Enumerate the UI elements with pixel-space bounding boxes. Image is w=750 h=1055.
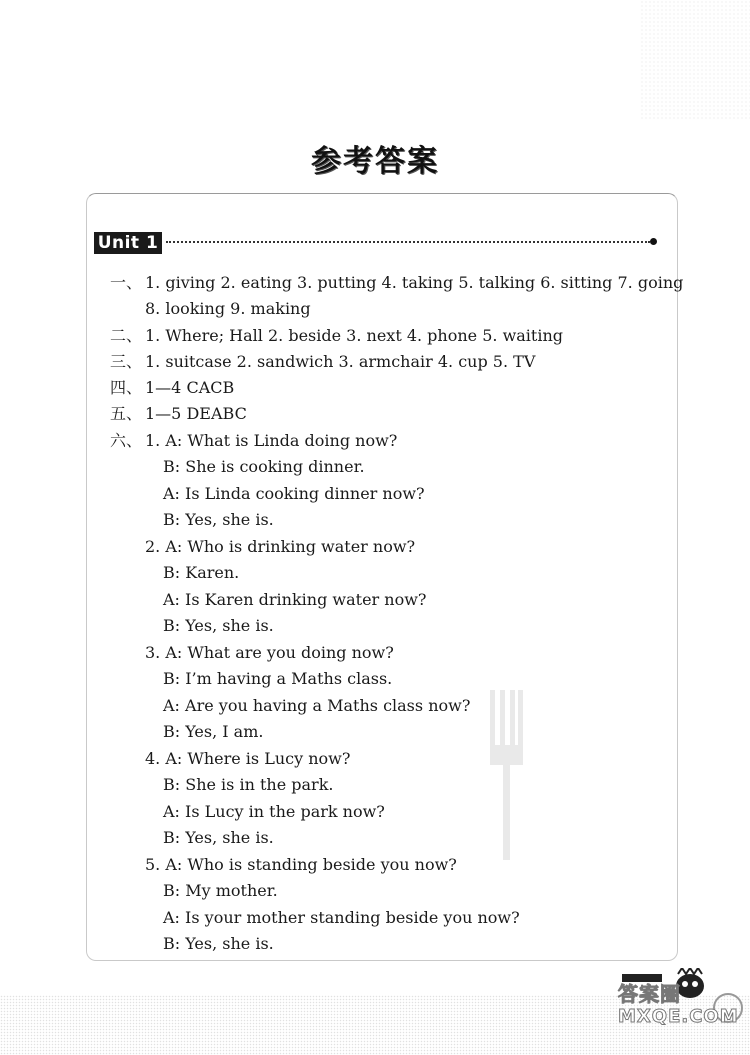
dialogue-answer: B: Yes, she is. bbox=[163, 934, 274, 953]
dialogue-answer: B: Yes, I am. bbox=[163, 722, 264, 741]
dialogue-question: 2. A: Who is drinking water now? bbox=[145, 537, 416, 556]
dialogue-answer: B: She is in the park. bbox=[163, 775, 334, 794]
dialogue-question: 1. A: What is Linda doing now? bbox=[145, 431, 398, 450]
divider-end-dot bbox=[650, 238, 657, 245]
watermark-text: MXQE.COM bbox=[618, 1006, 739, 1027]
section-number: 二、 bbox=[110, 326, 143, 345]
answer-line: 1. giving 2. eating 3. putting 4. taking 5. talking 6. sitting 7. going bbox=[145, 273, 684, 292]
answer-line: 1. Where; Hall 2. beside 3. next 4. phone 5. waiting bbox=[145, 326, 564, 345]
dialogue-answer: B: Yes, she is. bbox=[163, 616, 274, 635]
section-number: 一、 bbox=[110, 273, 143, 292]
dialogue-question: A: Is Linda cooking dinner now? bbox=[163, 484, 425, 503]
section-number: 四、 bbox=[110, 378, 143, 397]
unit-badge: Unit 1 bbox=[94, 232, 162, 254]
answer-line: 8. looking 9. making bbox=[145, 299, 311, 318]
dialogue-answer: B: My mother. bbox=[163, 881, 278, 900]
dialogue-question: 5. A: Who is standing beside you now? bbox=[145, 855, 457, 874]
dialogue-question: 4. A: Where is Lucy now? bbox=[145, 749, 351, 768]
answer-line: 1—4 CACB bbox=[145, 378, 235, 397]
dialogue-answer: B: I’m having a Maths class. bbox=[163, 669, 393, 688]
unit-divider bbox=[166, 241, 650, 243]
dialogue-answer: B: Karen. bbox=[163, 563, 240, 582]
dialogue-answer: B: She is cooking dinner. bbox=[163, 457, 365, 476]
section-number: 五、 bbox=[110, 404, 143, 423]
watermark-cn: 答案圈 bbox=[618, 982, 681, 1006]
section-number: 三、 bbox=[110, 352, 143, 371]
section-number: 六、 bbox=[110, 431, 143, 450]
page-title: 参考答案 bbox=[311, 144, 439, 179]
scan-noise-top bbox=[640, 0, 750, 120]
answer-line: 1. suitcase 2. sandwich 3. armchair 4. cup 5. TV bbox=[145, 352, 536, 371]
dialogue-answer: B: Yes, she is. bbox=[163, 510, 274, 529]
dialogue-question: A: Are you having a Maths class now? bbox=[163, 696, 471, 715]
dialogue-question: 3. A: What are you doing now? bbox=[145, 643, 394, 662]
dialogue-question: A: Is Karen drinking water now? bbox=[163, 590, 427, 609]
dialogue-answer: B: Yes, she is. bbox=[163, 828, 274, 847]
dialogue-question: A: Is your mother standing beside you now? bbox=[163, 908, 520, 927]
dialogue-question: A: Is Lucy in the park now? bbox=[163, 802, 385, 821]
answer-line: 1—5 DEABC bbox=[145, 404, 247, 423]
fork-watermark-icon bbox=[486, 690, 526, 860]
